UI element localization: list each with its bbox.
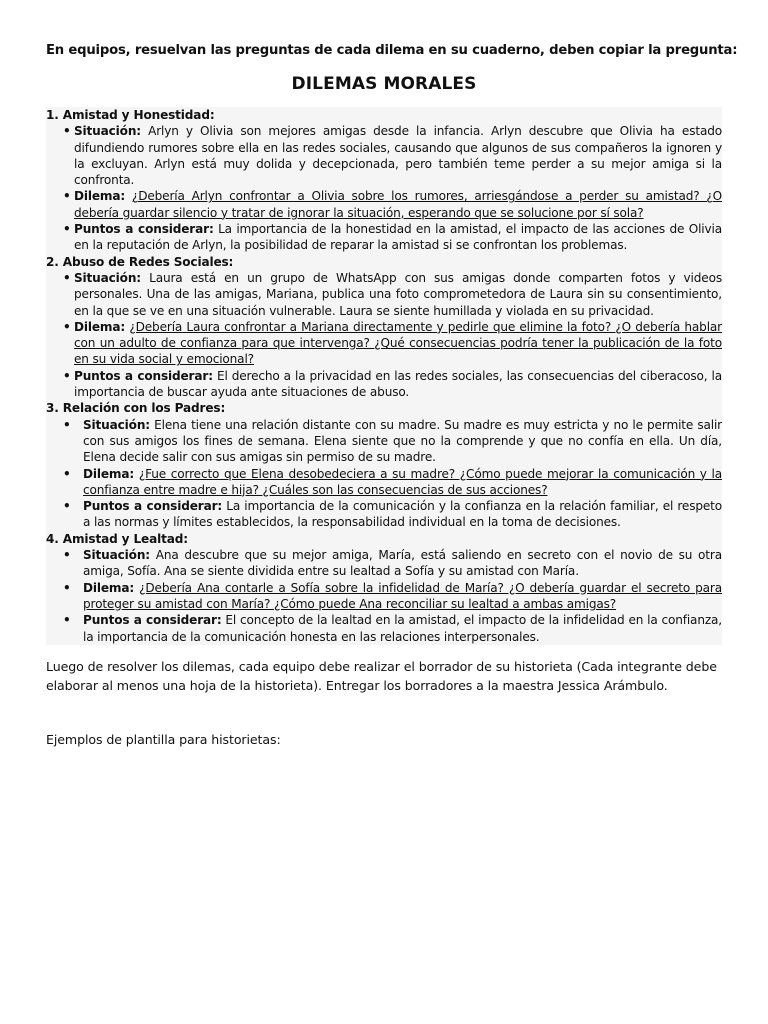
considerations-item <box>46 612 722 645</box>
situation-label: Situación: <box>74 124 141 139</box>
dilemma-section-3 <box>46 400 722 530</box>
section-heading: 1. Amistad y Honestidad: <box>46 108 215 122</box>
dilemma-list <box>46 270 722 400</box>
closing-paragraph: Luego de resolver los dilemas, cada equipo debe realizar el borrador de su historieta (Cada integrante debe elaborar al menos una hoja de la historieta). Entregar los borradores a la maestra Jessica Arámbulo. <box>46 659 717 693</box>
situation-text: Ana descubre que su mejor amiga, María, está saliendo en secreto con el novio de su otra amiga, Sofía. Ana se siente dividida entre su lealtad a Sofía y su amistad con María. <box>83 548 722 579</box>
situation-text: Elena tiene una relación distante con su madre. Su madre es muy estricta y no le permite salir con sus amigos los fines de semana. Elena siente que no la comprende y que no confía en ella. Un día, Elena decide salir con sus amigas sin permiso de su madre. <box>83 417 722 465</box>
considerations-label: Puntos a considerar: <box>74 368 213 383</box>
situation-text: Laura está en un grupo de WhatsApp con sus amigas donde comparten fotos y videos personales. Una de las amigas, Mariana, publica una foto comprometedora de Laura sin su consentimiento, en la que se ve en una situación vulnerable. Laura se siente humillada y violada en su privacidad. <box>74 270 722 318</box>
situation-label: Situación: <box>83 417 150 432</box>
dilemma-item <box>46 580 722 613</box>
dilemma-list <box>46 123 722 253</box>
dilemma-list <box>46 417 722 531</box>
situation-item <box>46 547 722 580</box>
dilemma-question: ¿Debería Arlyn confrontar a Olivia sobre los rumores, arriesgándose a perder su amistad? ¿O debería guardar silencio y tratar de ignorar la situación, esperando que se solucione por sí sola? <box>74 189 722 220</box>
dilemma-section-4 <box>46 531 722 645</box>
dilemma-list <box>46 547 722 645</box>
considerations-label: Puntos a considerar: <box>83 613 222 628</box>
dilemma-item <box>46 466 722 499</box>
dilemma-section-1 <box>46 107 722 254</box>
situation-label: Situación: <box>83 548 150 563</box>
dilemmas-block <box>46 107 722 645</box>
dilemma-question: ¿Debería Laura confrontar a Mariana directamente y pedirle que elimine la foto? ¿O debería hablar con un adulto de confianza para que intervenga? ¿Qué consecuencias podría tener la publicación de la foto en su vida social y emocional? <box>74 319 722 367</box>
considerations-item <box>46 498 722 531</box>
examples-heading: Ejemplos de plantilla para historietas: <box>46 732 281 747</box>
dilemma-label: Dilema: <box>83 466 135 481</box>
situation-item <box>46 270 722 319</box>
dilemma-question: ¿Debería Ana contarle a Sofía sobre la infidelidad de María? ¿O debería guardar el secreto para proteger su amistad con María? ¿Cómo puede Ana reconciliar su lealtad a ambas amigas? <box>83 580 722 611</box>
situation-item <box>46 417 722 466</box>
dilemma-item <box>46 319 722 368</box>
dilemma-label: Dilema: <box>83 580 135 595</box>
considerations-label: Puntos a considerar: <box>83 499 223 514</box>
document-title: DILEMAS MORALES <box>291 74 477 94</box>
considerations-text: La importancia de la honestidad en la amistad, el impacto de las acciones de Olivia en la reputación de Arlyn, la posibilidad de reparar la amistad si se confrontan los problemas. <box>74 222 722 253</box>
considerations-text: El derecho a la privacidad en las redes sociales, las consecuencias del ciberacoso, la importancia de buscar ayuda ante situaciones de abuso. <box>74 368 722 400</box>
situation-text: Arlyn y Olivia son mejores amigas desde la infancia. Arlyn descubre que Olivia ha estado difundiendo rumores sobre ella en las redes sociales, causando que algunos de sus compañeros la ignoren y la excluyan. Arlyn está muy dolida y decepcionada, pero también teme perder a su mejor amiga si la confronta. <box>74 124 722 188</box>
section-heading: 2. Abuso de Redes Sociales: <box>46 254 234 269</box>
considerations-text: La importancia de la comunicación y la confianza en la relación familiar, el respeto a las normas y límites establecidos, la responsabilidad individual en la toma de decisiones. <box>83 499 723 530</box>
instructions-heading: En equipos, resuelvan las preguntas de cada dilema en su cuaderno, deben copiar la pregunta: <box>46 43 738 58</box>
section-heading: 3. Relación con los Padres: <box>46 401 226 416</box>
situation-item <box>46 123 722 188</box>
dilemma-label: Dilema: <box>74 189 126 204</box>
situation-label: Situación: <box>74 270 141 285</box>
dilemma-section-2 <box>46 254 722 401</box>
considerations-item <box>46 221 722 254</box>
considerations-text: El concepto de la lealtad en la amistad, el impacto de la infidelidad en la confianza, la importancia de la comunicación honesta en las relaciones interpersonales. <box>83 613 722 644</box>
considerations-item <box>46 368 722 401</box>
dilemma-question: ¿Fue correcto que Elena desobedeciera a su madre? ¿Cómo puede mejorar la comunicación y la confianza entre madre e hija? ¿Cuáles son las consecuencias de sus acciones? <box>83 466 722 497</box>
dilemma-label: Dilema: <box>74 319 126 334</box>
considerations-label: Puntos a considerar: <box>74 222 214 237</box>
section-heading: 4. Amistad y Lealtad: <box>46 531 188 546</box>
dilemma-item <box>46 188 722 221</box>
